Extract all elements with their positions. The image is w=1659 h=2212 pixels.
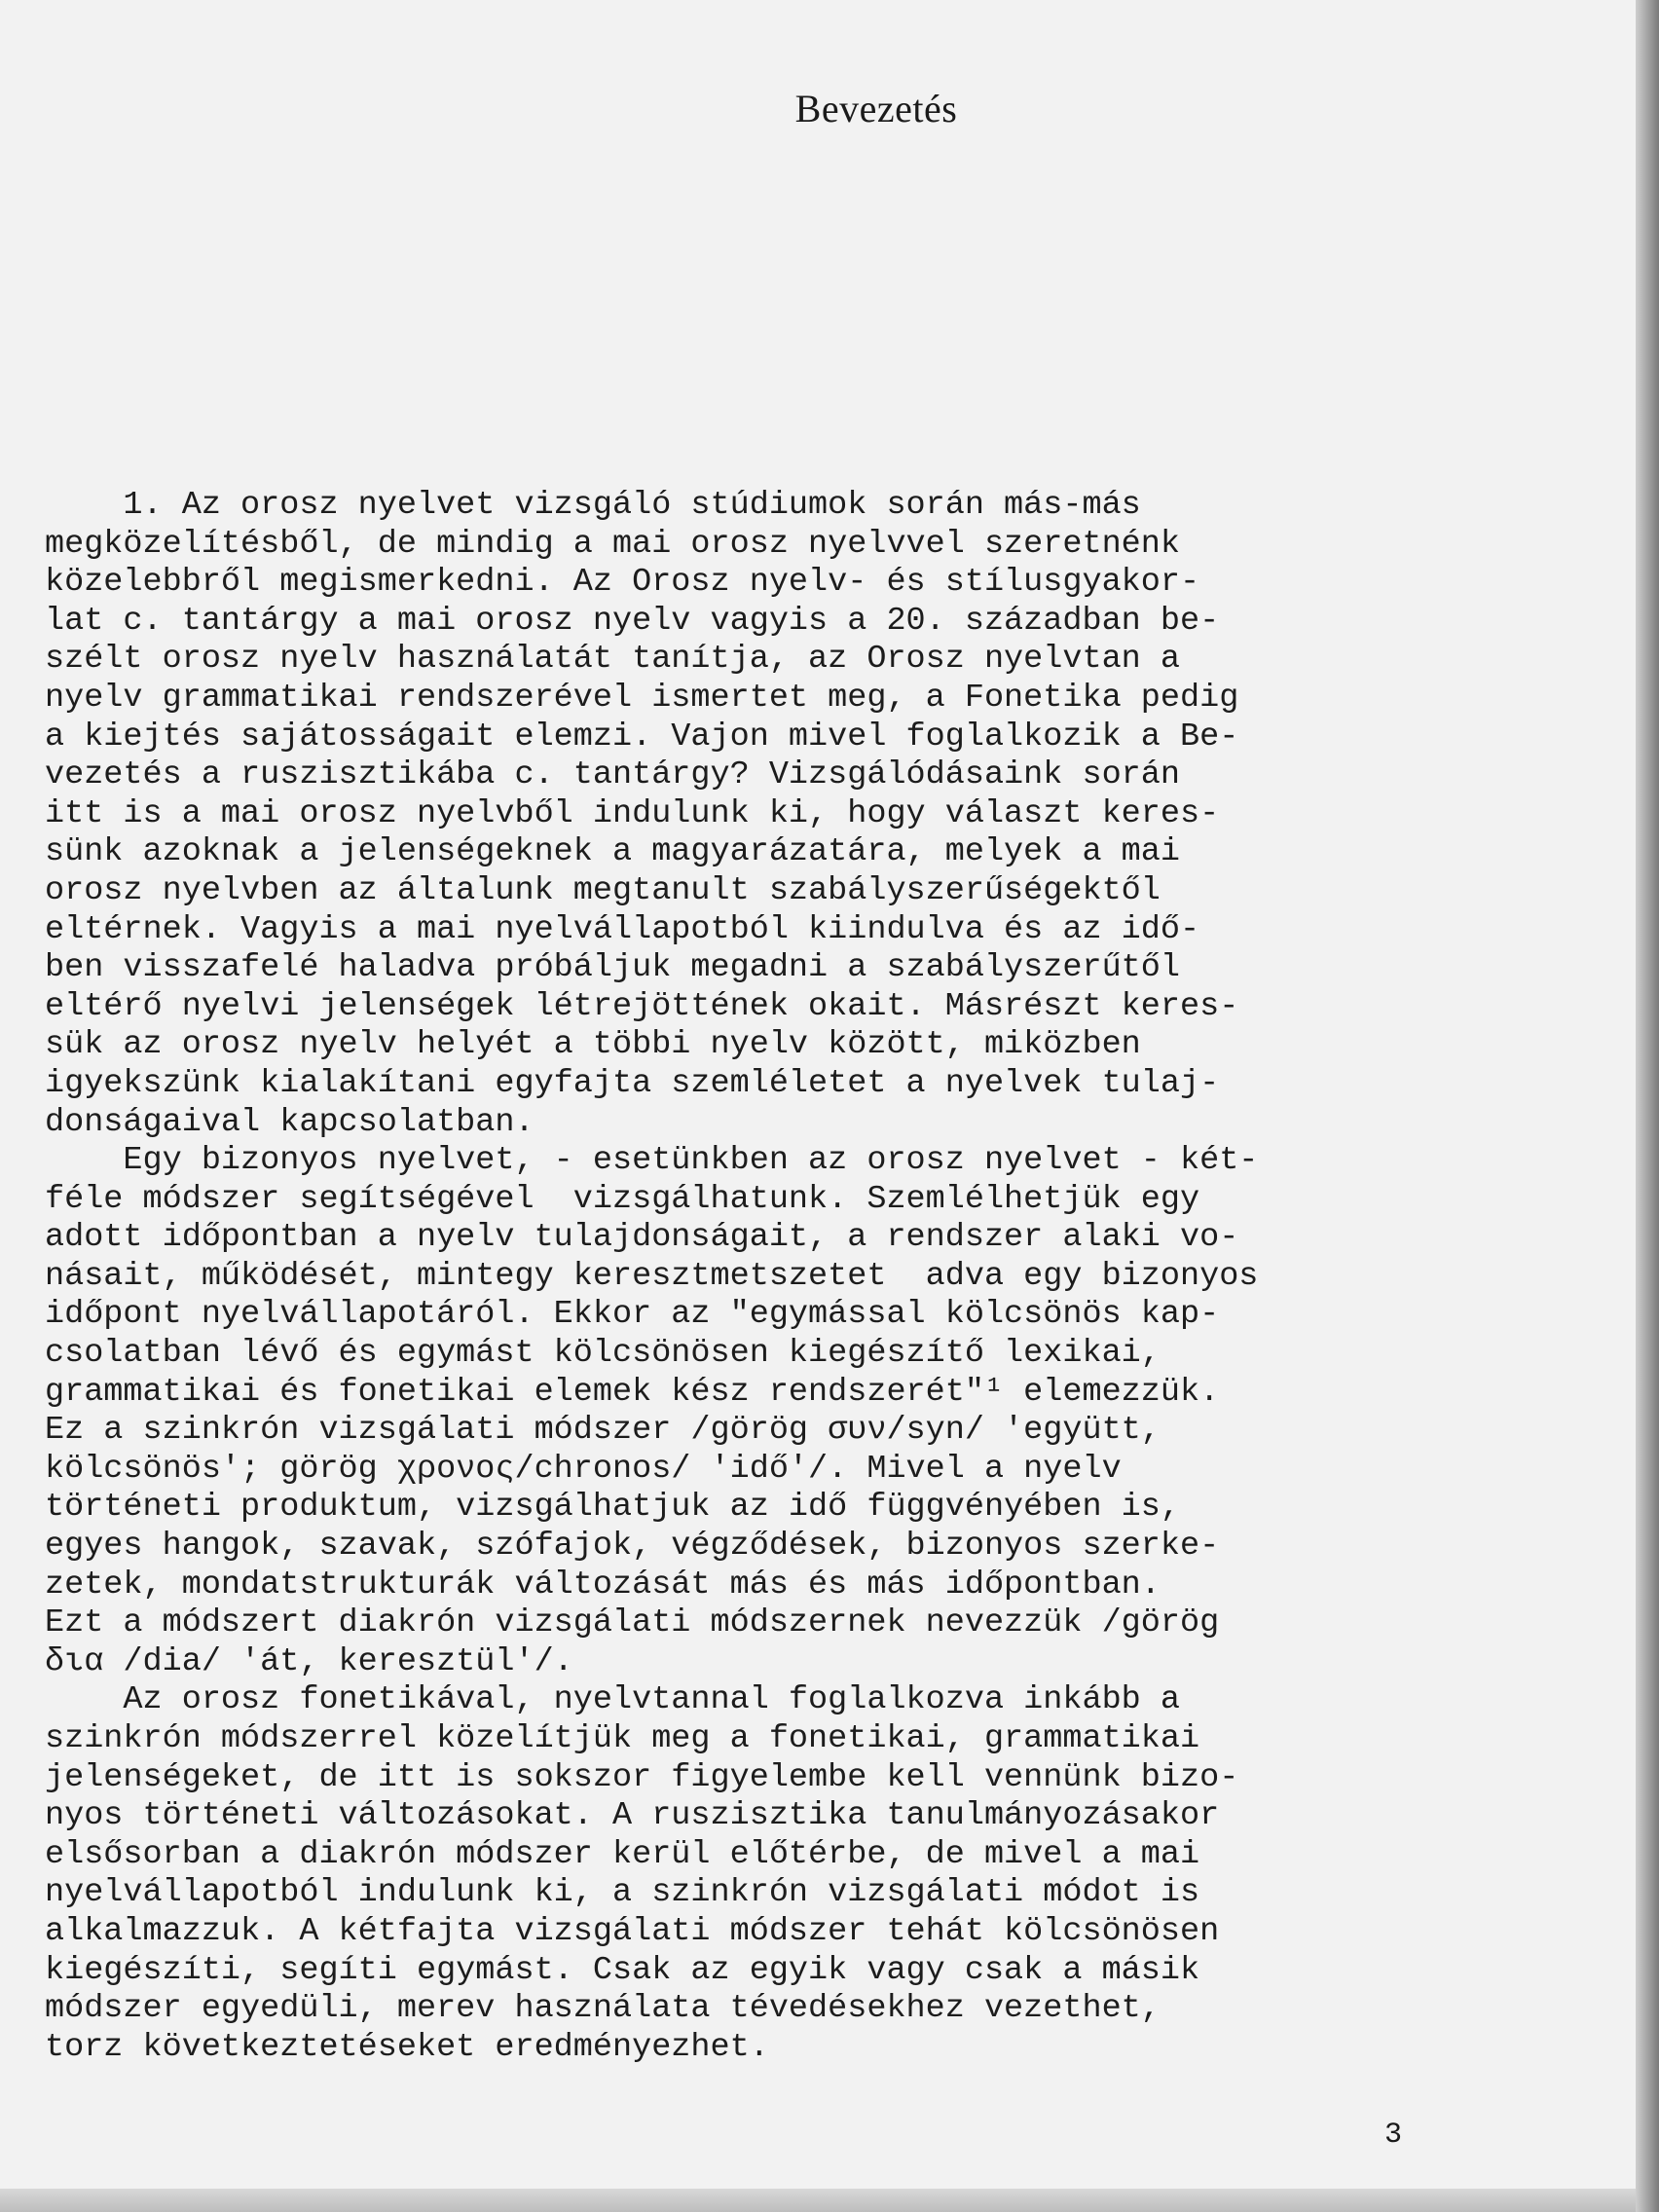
text-line: lat c. tantárgy a mai orosz nyelv vagyis a 20. században be- (45, 602, 1220, 640)
text-line: csolatban lévő és egymást kölcsönösen kiegészítő lexikai, (45, 1335, 1161, 1373)
text-line: eltérő nyelvi jelenségek létrejöttének okait. Másrészt keres- (45, 987, 1239, 1025)
page-bottom-edge (0, 2189, 1636, 2212)
text-line: δια /dia/ 'át, keresztül'/. (45, 1642, 573, 1680)
page-title: Bevezetés (794, 87, 958, 130)
text-line: Ez a szinkrón vizsgálati módszer /görög συν/syn/ 'együtt, (45, 1412, 1161, 1450)
page-number: 3 (1384, 2119, 1403, 2152)
text-line: nyelv grammatikai rendszerével ismertet meg, a Fonetika pedig (45, 679, 1239, 717)
text-line: szélt orosz nyelv használatát tanítja, az Orosz nyelvtan a (45, 641, 1180, 679)
text-line: módszer egyedüli, merev használata tévedésekhez vezethet, (45, 1990, 1161, 2028)
text-line: kölcsönös'; görög χρονος/chronos/ 'idő'/. Mivel a nyelv (45, 1450, 1122, 1488)
text-line: elsősorban a diakrón módszer kerül előtérbe, de mivel a mai (45, 1835, 1200, 1873)
text-line: torz következtetéseket eredményezhet. (45, 2028, 769, 2066)
page-edge-shadow (1636, 0, 1659, 2212)
text-line: eltérnek. Vagyis a mai nyelvállapotból kiindulva és az idő- (45, 910, 1200, 948)
text-line: 1. Az orosz nyelvet vizsgáló stúdiumok során más-más (45, 487, 1141, 524)
text-line: ben visszafelé haladva próbáljuk megadni a szabályszerűtől (45, 949, 1180, 987)
text-line: alkalmazzuk. A kétfajta vizsgálati módszer tehát kölcsönösen (45, 1912, 1220, 1950)
text-line: a kiejtés sajátosságait elemzi. Vajon mivel foglalkozik a Be- (45, 718, 1239, 756)
text-line: igyekszünk kialakítani egyfajta szemléletet a nyelvek tulaj- (45, 1064, 1220, 1102)
text-line: grammatikai és fonetikai elemek kész rendszerét"¹ elemezzük. (45, 1373, 1220, 1411)
text-line: közelebbről megismerkedni. Az Orosz nyelv- és stílusgyakor- (45, 564, 1200, 602)
text-line: egyes hangok, szavak, szófajok, végződések, bizonyos szerke- (45, 1528, 1220, 1566)
text-line: vezetés a ruszisztikába c. tantárgy? Vizsgálódásaink során (45, 756, 1180, 794)
text-line: Ezt a módszert diakrón vizsgálati módszernek nevezzük /görög (45, 1604, 1220, 1642)
text-line: nyos történeti változásokat. A ruszisztika tanulmányozásakor (45, 1797, 1220, 1835)
text-line: sük az orosz nyelv helyét a többi nyelv között, miközben (45, 1026, 1141, 1064)
text-line: Az orosz fonetikával, nyelvtannal foglalkozva inkább a (45, 1681, 1180, 1719)
text-line: adott időpontban a nyelv tulajdonságait, a rendszer alaki vo- (45, 1219, 1239, 1257)
body-text (45, 487, 1476, 2067)
text-line: történeti produktum, vizsgálhatjuk az idő függvényében is, (45, 1489, 1180, 1527)
text-line: orosz nyelvben az általunk megtanult szabályszerűségektől (45, 871, 1161, 909)
text-line: násait, működését, mintegy keresztmetszetet adva egy bizonyos (45, 1257, 1259, 1295)
text-line: megközelítésből, de mindig a mai orosz nyelvvel szeretnénk (45, 525, 1180, 563)
text-line: itt is a mai orosz nyelvből indulunk ki, hogy választ keres- (45, 794, 1220, 832)
text-line: Egy bizonyos nyelvet, - esetünkben az orosz nyelvet - két- (45, 1142, 1259, 1180)
text-line: féle módszer segítségével vizsgálhatunk. Szemlélhetjük egy (45, 1180, 1200, 1218)
text-line: időpont nyelvállapotáról. Ekkor az "egymással kölcsönös kap- (45, 1296, 1220, 1334)
text-line: szinkrón módszerrel közelítjük meg a fonetikai, grammatikai (45, 1720, 1200, 1757)
text-line: sünk azoknak a jelenségeknek a magyarázatára, melyek a mai (45, 833, 1180, 871)
text-line: jelenségeket, de itt is sokszor figyelembe kell vennünk bizo- (45, 1758, 1239, 1796)
text-line: nyelvállapotból indulunk ki, a szinkrón vizsgálati módot is (45, 1874, 1200, 1912)
text-line: kiegészíti, segíti egymást. Csak az egyik vagy csak a másik (45, 1951, 1200, 1989)
text-line: donságaival kapcsolatban. (45, 1103, 535, 1141)
text-line: zetek, mondatstrukturák változását más és más időpontban. (45, 1566, 1161, 1604)
